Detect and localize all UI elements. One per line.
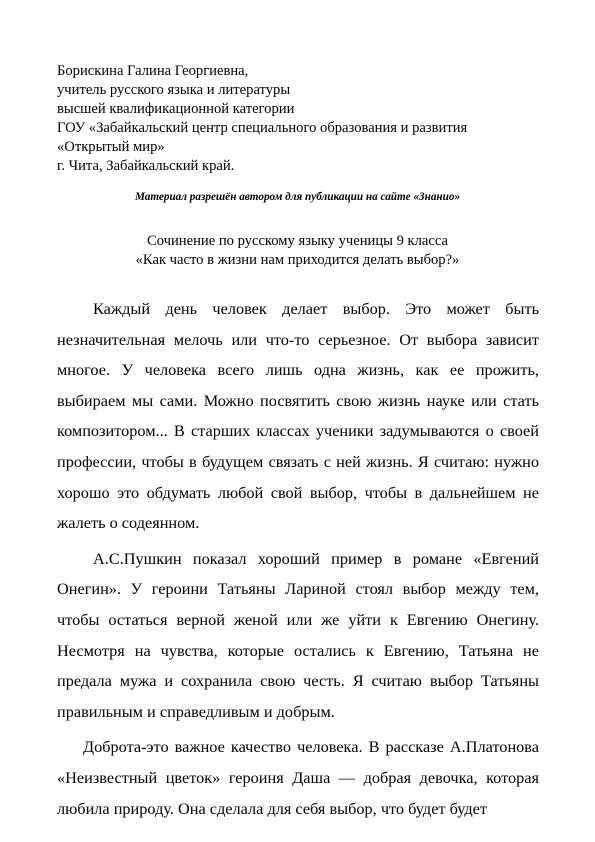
- essay-paragraph-3: Доброта-это важное качество человека. В рассказе А.Платонова «Неизвестный цветок» героиня Даша — добрая девочка, которая любила природу. Она сделала для себя выбор, что будет будет: [57, 737, 539, 818]
- essay-title: [0, 232, 595, 270]
- permission-note: Материал разрешён автором для публикации на сайте «Знанио»: [134, 191, 461, 203]
- author-city: г. Чита, Забайкальский край.: [57, 158, 235, 174]
- author-position: учитель русского языка и литературы: [57, 82, 291, 98]
- essay-body: [57, 294, 539, 829]
- essay-paragraph-2: А.С.Пушкин показал хороший пример в романе «Евгений Онегин». У героини Татьяны Лариной стоял выбор между тем, чтобы остаться верной женой или же уйти к Евгению Онегину. Несмотря на чувства, которые остались к Евгению, Татьяна не предала мужа и сохранила свою честь. Я считаю выбор Татьяны правильным и справедливым и добрым.: [57, 548, 539, 721]
- author-name: Борискина Галина Георгиевна,: [57, 63, 249, 79]
- essay-title-line-2: «Как часто в жизни нам приходится делать выбор?»: [135, 252, 460, 268]
- essay-paragraph-1: Каждый день человек делает выбор. Это может быть незначительная мелочь или что-то серьезное. От выбора зависит многое. У человека всего лишь одна жизнь, как ее прожить, выбираем мы сами. Можно посвятить свою жизнь науке или стать композитором... В старших классах ученики задумываются о своей профессии, чтобы в будущем связать с ней жизнь. Я считаю: нужно хорошо это обдумать любой свой выбор, чтобы в дальнейшем не жалеть о содеянном.: [57, 299, 539, 533]
- essay-title-line-1: Сочинение по русскому языку ученицы 9 класса: [146, 233, 448, 249]
- author-institution-name: «Открытый мир»: [57, 139, 165, 155]
- author-info: [57, 62, 537, 176]
- author-institution: ГОУ «Забайкальский центр специального образования и развития: [57, 120, 468, 136]
- author-category: высшей квалификационной категории: [57, 101, 295, 117]
